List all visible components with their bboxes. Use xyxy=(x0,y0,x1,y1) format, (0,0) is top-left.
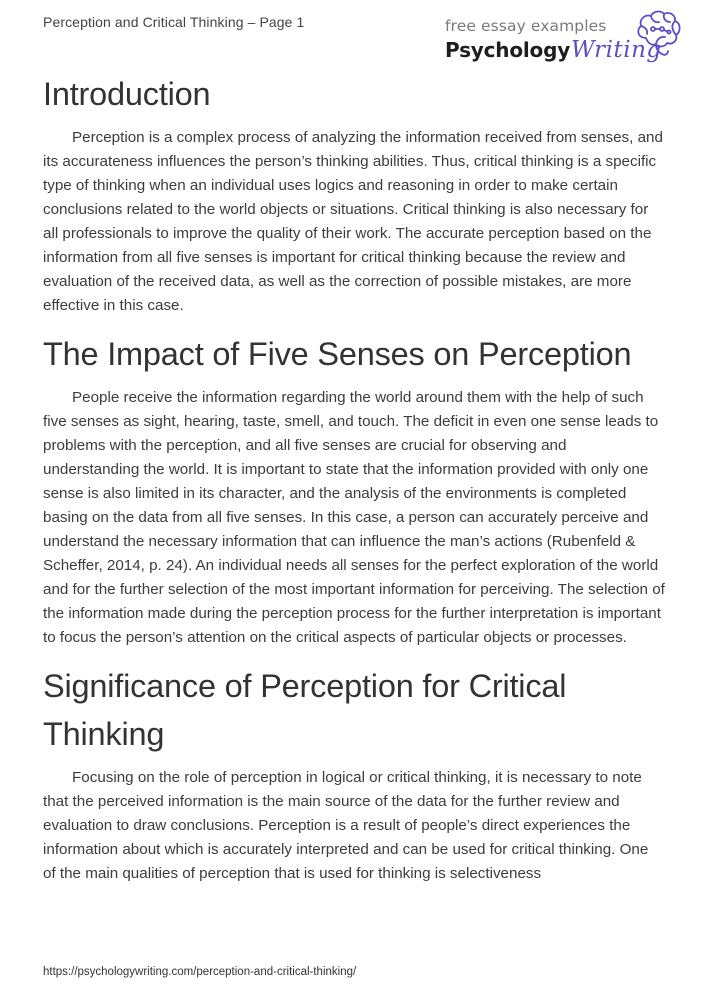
section-heading-five-senses: The Impact of Five Senses on Perception xyxy=(43,336,632,372)
brand-name-accent: Writing xyxy=(571,37,662,63)
brand-tagline: free essay examples xyxy=(445,17,607,35)
section-paragraph-five-senses: People receive the information regarding the world around them with the help of such five senses as sight, hearing, taste, smell, and touch. The deficit in even one sense leads to problems with the perception, and all five senses are crucial for observing and understanding the world. It is important to state that the information provided with only one sense is also limited in its character, and the analysis of the environments is completed basing on the data from all five senses. In this case, a person can accurately perceive and understand the necessary information that can influence the man’s actions (Rubenfeld & Scheffer, 2014, p. 24). An individual needs all senses for the perfect exploration of the world and for the further selection of the most important information for perceiving. The selection of the information made during the perception process for the further interpretation is important to focus the person’s attention on the critical aspects of particular objects or processes. xyxy=(43,389,665,646)
footer-url[interactable]: https://psychologywriting.com/perception-and-critical-thinking/ xyxy=(43,966,357,978)
running-header: Perception and Critical Thinking – Page 1 xyxy=(43,14,305,30)
brain-icon xyxy=(632,8,684,60)
section-paragraph-significance: Focusing on the role of perception in logical or critical thinking, it is necessary to note that the perceived information is the main source of the data for the further review and evaluation to draw conclusions. Perception is a result of people’s direct experiences the information about which is accurately interpreted and can be used for critical thinking. One of the main qualities of perception that is used for thinking is selectiveness xyxy=(43,769,649,882)
section-heading-introduction: Introduction xyxy=(43,76,211,112)
brand-name xyxy=(445,37,662,63)
essay-body xyxy=(43,70,665,898)
brand-logo[interactable] xyxy=(445,12,685,68)
section-paragraph-introduction: Perception is a complex process of analyzing the information received from senses, and its accurateness influences the person’s thinking abilities. Thus, critical thinking is a specific type of thinking when an individual uses logics and reasoning in order to make certain conclusions related to the world objects or situations. Critical thinking is also necessary for all professionals to improve the quality of their work. The accurate perception based on the information from all five senses is important for critical thinking because the review and evaluation of the received data, as well as the correction of possible mistakes, are more effective in this case. xyxy=(43,129,663,314)
brand-name-primary: Psychology xyxy=(445,38,571,62)
section-heading-significance: Significance of Perception for Critical Thinking xyxy=(43,668,567,752)
